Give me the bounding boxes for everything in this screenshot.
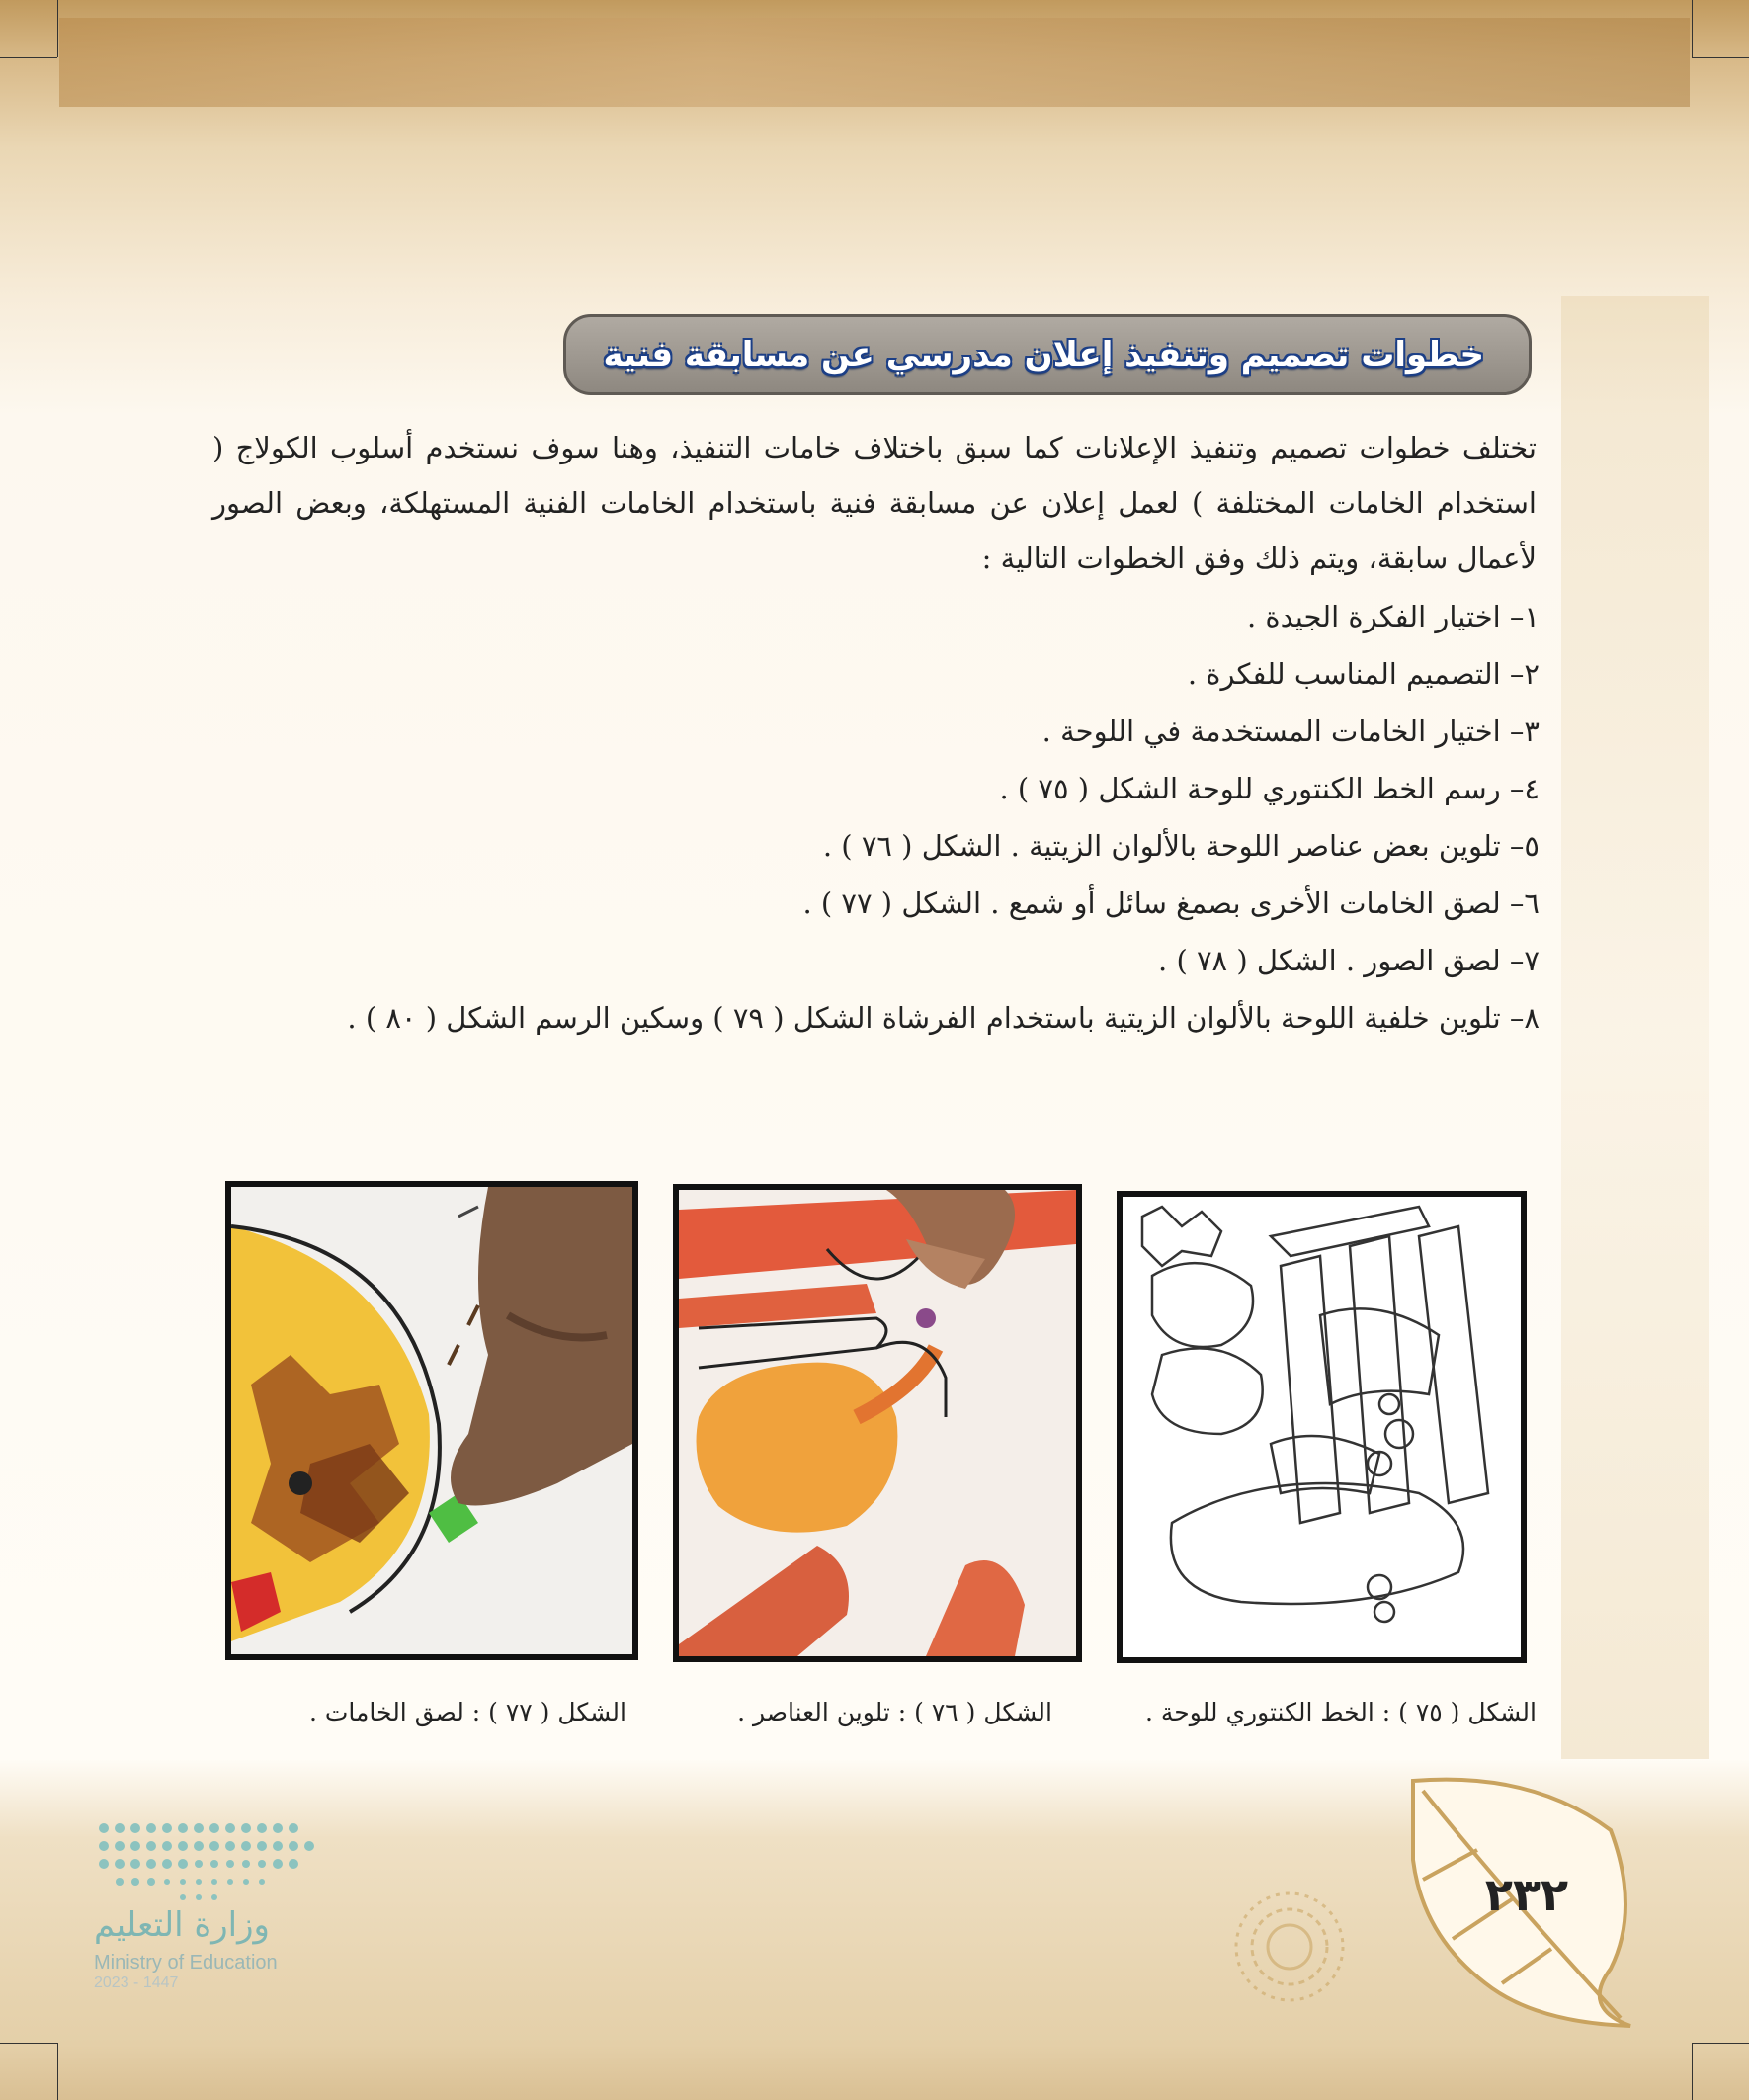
figure-76-coloring-elements bbox=[673, 1184, 1082, 1662]
step-item: ٣– اختيار الخامات المستخدمة في اللوحة . bbox=[1041, 714, 1540, 748]
step-item: ٥– تلوين بعض عناصر اللوحة بالألوان الزيتية . الشكل ( ٧٦ ) . bbox=[822, 829, 1540, 863]
ministry-name-ar: وزارة التعليم bbox=[94, 1905, 270, 1945]
figure-caption: الشكل ( ٧٧ ) : لصق الخامات . bbox=[309, 1698, 626, 1726]
step-item: ٦– لصق الخامات الأخرى بصمغ سائل أو شمع . الشكل ( ٧٧ ) . bbox=[802, 886, 1540, 920]
crop-mark bbox=[1692, 2043, 1749, 2044]
step-item: ٢– التصميم المناسب للفكرة . bbox=[1187, 657, 1540, 691]
step-item: ٤– رسم الخط الكنتوري للوحة الشكل ( ٧٥ ) . bbox=[999, 772, 1540, 805]
gluing-photo bbox=[231, 1187, 632, 1654]
ministry-logo bbox=[94, 1818, 326, 1996]
crop-mark bbox=[0, 2043, 57, 2044]
crop-mark bbox=[1692, 0, 1693, 57]
contour-sketch bbox=[1123, 1197, 1521, 1657]
crop-mark bbox=[57, 0, 58, 57]
page-number: ٢٣٢ bbox=[1484, 1868, 1569, 1921]
crop-mark bbox=[0, 57, 57, 58]
sun-ornament-icon bbox=[1230, 1888, 1349, 2006]
figure-caption: الشكل ( ٧٦ ) : تلوين العناصر . bbox=[737, 1698, 1052, 1726]
crop-mark bbox=[1692, 57, 1749, 58]
step-item: ١– اختيار الفكرة الجيدة . bbox=[1246, 600, 1540, 633]
intro-paragraph: تختلف خطوات تصميم وتنفيذ الإعلانات كما سبق باختلاف خامات التنفيذ، وهنا سوف نستخدم أسلوب الكولاج ( استخدام الخامات المختلفة ) لعمل إعلان عن مسابقة فنية باستخدام الخامات الفنية المستهلكة، وبعض الصور لأعمال سابقة، ويتم ذلك وفق الخطوات التالية : bbox=[212, 431, 1537, 575]
section-title: خطوات تصميم وتنفيذ إعلان مدرسي عن مسابقة فنية bbox=[603, 335, 1484, 375]
figure-75-contour-drawing bbox=[1117, 1191, 1527, 1663]
figure-caption: الشكل ( ٧٥ ) : الخط الكنتوري للوحة . bbox=[1144, 1698, 1537, 1726]
ministry-year: 2023 - 1447 bbox=[94, 1974, 179, 1991]
ministry-dots-icon bbox=[94, 1818, 326, 1902]
side-decorative-strip bbox=[1561, 296, 1709, 1759]
steps-list bbox=[210, 588, 1540, 1047]
coloring-photo bbox=[679, 1190, 1076, 1656]
figure-77-gluing-materials bbox=[225, 1181, 638, 1660]
step-item: ٨– تلوين خلفية اللوحة بالألوان الزيتية باستخدام الفرشاة الشكل ( ٧٩ ) وسكين الرسم الشكل ( ٨٠ ) . bbox=[347, 1001, 1540, 1035]
crop-mark bbox=[57, 2043, 58, 2100]
step-item: ٧– لصق الصور . الشكل ( ٧٨ ) . bbox=[1158, 944, 1540, 977]
section-header bbox=[563, 314, 1532, 395]
top-decorative-band bbox=[59, 18, 1690, 107]
crop-mark bbox=[1692, 2043, 1693, 2100]
ministry-name-en: Ministry of Education bbox=[94, 1952, 278, 1974]
